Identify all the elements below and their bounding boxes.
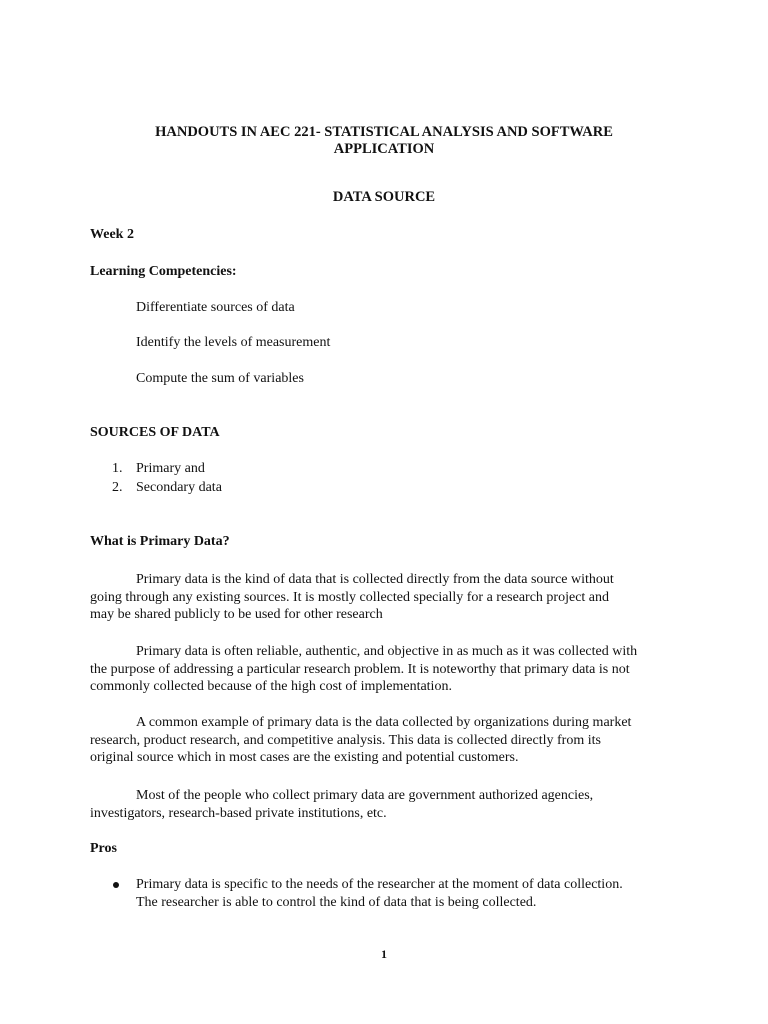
competency-item: Identify the levels of measurement [136,335,331,350]
pros-heading: Pros [90,841,117,856]
section-title: DATA SOURCE [332,189,436,205]
paragraph-line: Primary data is the kind of data that is collected directly from the data source without [136,572,614,587]
paragraph-line: original source which in most cases are the existing and potential customers. [90,750,519,765]
paragraph-line: commonly collected because of the high cost of implementation. [90,679,452,694]
paragraph-line: Primary data is often reliable, authentic, and objective in as much as it was collected with [136,644,638,659]
bullet-item [136,876,696,911]
paragraph-line: research, product research, and competitive analysis. This data is collected directly from its [90,732,601,748]
list-number: 1. [112,461,123,476]
paragraph-line: investigators, research-based private institutions, etc. [90,805,387,821]
list-item: Secondary data [136,480,222,495]
list-item: Primary and [136,461,205,476]
document-title-line-2: APPLICATION [333,141,435,157]
document-title-line-1: HANDOUTS IN AEC 221- STATISTICAL ANALYSIS AND SOFTWARE [155,124,613,140]
paragraph [90,571,690,624]
paragraph-line: may be shared publicly to be used for other research [90,607,383,622]
paragraph [90,714,690,767]
paragraph [90,787,690,822]
bullet-line: Primary data is specific to the needs of the researcher at the moment of data collection. [136,877,623,892]
list-number: 2. [112,480,123,495]
paragraph-line: going through any existing sources. It is mostly collected specially for a research project and [90,589,610,605]
sources-heading: SOURCES OF DATA [90,425,220,440]
week-label: Week 2 [90,227,134,242]
primary-data-heading: What is Primary Data? [90,534,230,549]
paragraph [90,643,690,696]
competency-item: Differentiate sources of data [136,300,295,315]
competency-item: Compute the sum of variables [136,371,304,386]
page-number: 1 [381,947,387,961]
bullet-icon [113,882,119,888]
paragraph-line: the purpose of addressing a particular research problem. It is noteworthy that primary data is not [90,661,630,677]
paragraph-line: Most of the people who collect primary data are government authorized agencies, [136,788,594,803]
bullet-line: The researcher is able to control the kind of data that is being collected. [136,894,537,910]
paragraph-line: A common example of primary data is the data collected by organizations during market [136,715,632,730]
competencies-heading: Learning Competencies: [90,264,237,279]
